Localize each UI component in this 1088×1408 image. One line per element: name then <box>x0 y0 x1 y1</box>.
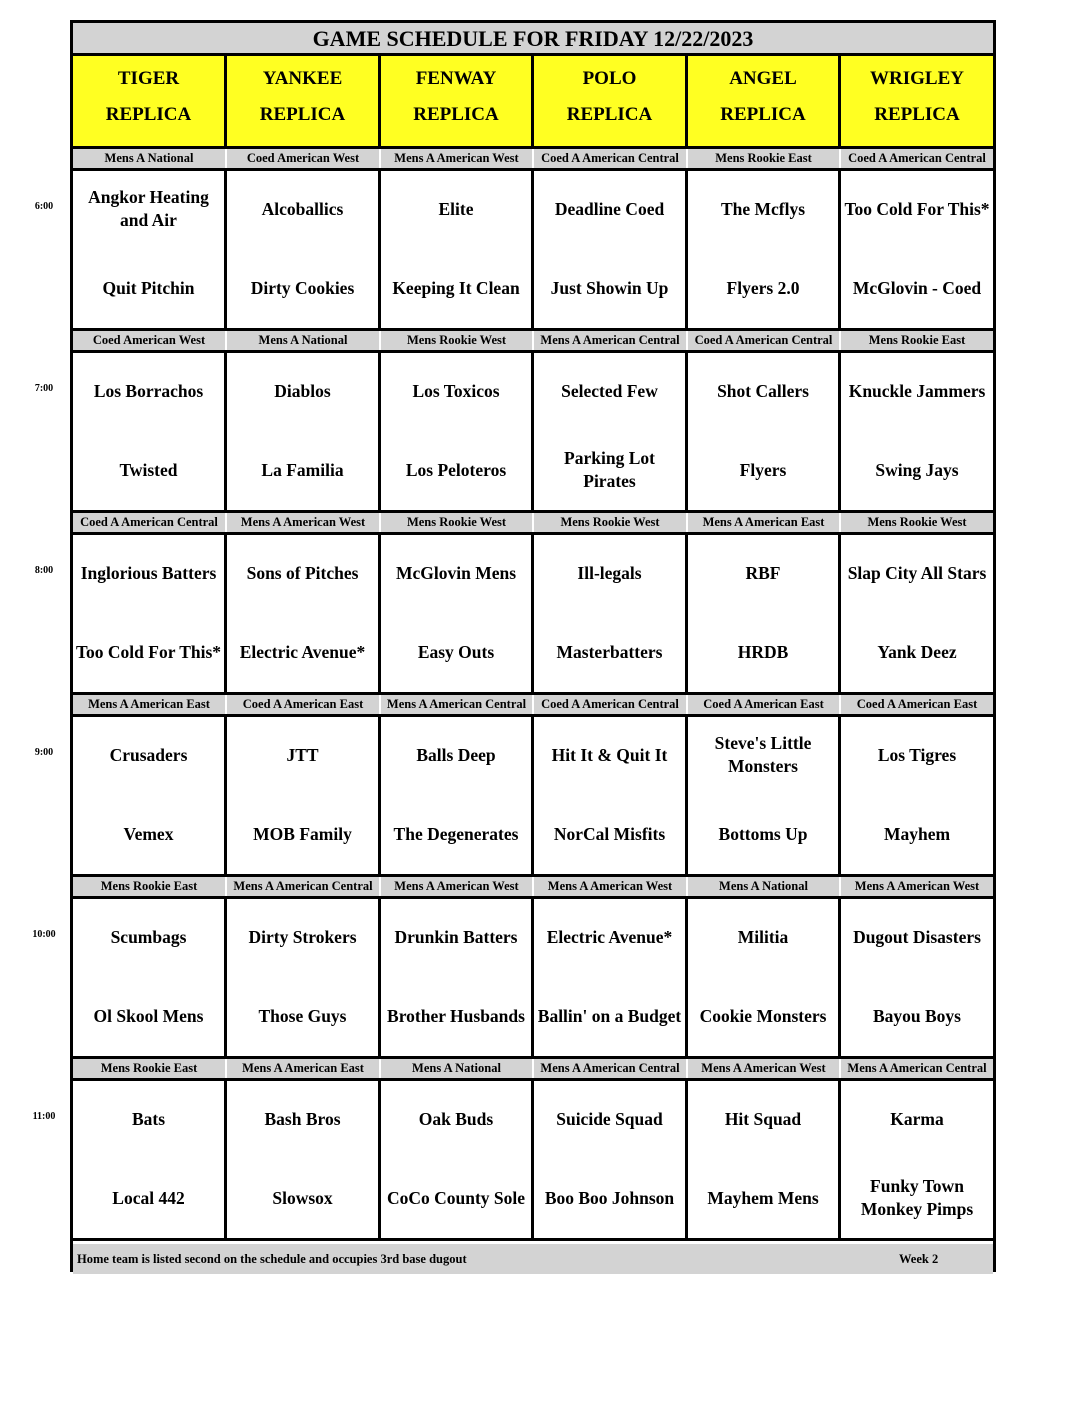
away-team: Alcoballics <box>261 198 344 219</box>
field-subtitle: REPLICA <box>566 104 653 125</box>
game-cell <box>227 171 381 331</box>
away-team: Angkor Heating and Air <box>88 187 209 230</box>
home-team: Dirty Cookies <box>250 277 355 298</box>
home-team: Those Guys <box>258 1005 347 1026</box>
away-team: Diablos <box>274 380 331 401</box>
away-team: Deadline Coed <box>554 198 665 219</box>
game-cell <box>227 535 381 695</box>
game-cell <box>73 1081 227 1241</box>
away-team: JTT <box>286 744 319 765</box>
game-cell <box>841 899 993 1059</box>
division-label: Mens Rookie East <box>73 1059 227 1078</box>
away-team: Inglorious Batters <box>80 562 217 583</box>
away-team: Sons of Pitches <box>246 562 359 583</box>
field-subtitle: REPLICA <box>259 104 346 125</box>
away-team: Los Tigres <box>877 744 957 765</box>
home-team: Cookie Monsters <box>699 1005 827 1026</box>
footer-bar <box>73 1244 993 1274</box>
home-team: Brother Husbands <box>387 1005 525 1026</box>
away-team: Los Borrachos <box>93 380 204 401</box>
game-cell <box>688 171 841 331</box>
page-title: GAME SCHEDULE FOR FRIDAY 12/22/2023 <box>73 23 993 56</box>
division-label: Mens A American East <box>227 1059 381 1078</box>
field-name: YANKEE <box>262 68 343 89</box>
home-team: Easy Outs <box>417 641 495 662</box>
game-cell <box>227 353 381 513</box>
field-subtitle: REPLICA <box>874 104 960 125</box>
game-cell <box>841 353 993 513</box>
footer-note: Home team is listed second on the schedule and occupies 3rd base dugout <box>77 1252 467 1266</box>
division-label: Mens Rookie West <box>381 513 534 532</box>
home-team: CoCo County Sole <box>386 1187 526 1208</box>
time-label: 6:00 <box>34 201 54 212</box>
home-team: McGlovin - Coed <box>852 277 982 298</box>
game-cell <box>534 899 688 1059</box>
field-subtitle: REPLICA <box>720 104 806 125</box>
home-team: HRDB <box>737 641 789 662</box>
field-header <box>381 56 534 149</box>
away-team: Oak Buds <box>418 1108 494 1129</box>
home-team: Mayhem Mens <box>707 1187 819 1208</box>
away-team: Steve's Little Monsters <box>714 733 812 776</box>
game-cell <box>688 717 841 877</box>
away-team: Shot Callers <box>717 380 809 401</box>
home-team: Flyers 2.0 <box>726 277 800 298</box>
home-team: Ballin' on a Budget <box>537 1005 682 1026</box>
away-team: Suicide Squad <box>556 1108 663 1129</box>
game-cell <box>381 717 534 877</box>
away-team: Electric Avenue* <box>546 926 673 947</box>
home-team: MOB Family <box>253 823 352 844</box>
game-cell <box>73 171 227 331</box>
game-cell <box>381 899 534 1059</box>
home-team: Just Showin Up <box>550 277 669 298</box>
division-label: Mens A American West <box>854 879 980 893</box>
game-cell <box>73 717 227 877</box>
home-team: Parking Lot Pirates <box>564 448 655 491</box>
time-label: 9:00 <box>34 747 54 758</box>
field-name: ANGEL <box>729 68 797 89</box>
division-label: Mens A American East <box>73 695 227 714</box>
division-label: Mens Rookie West <box>534 513 688 532</box>
away-team: Los Toxicos <box>412 380 500 401</box>
home-team: Masterbatters <box>556 641 663 662</box>
division-label: Coed A American Central <box>534 695 688 714</box>
division-label: Mens A American Central <box>534 1059 688 1078</box>
home-team: Swing Jays <box>875 459 959 480</box>
home-team: Vemex <box>123 823 174 844</box>
home-team: Los Peloteros <box>405 459 507 480</box>
game-cell <box>841 171 993 331</box>
game-cell <box>534 171 688 331</box>
home-team: Electric Avenue* <box>239 641 366 662</box>
away-team: Bats <box>131 1108 166 1129</box>
game-cell <box>688 899 841 1059</box>
home-team: La Familia <box>261 459 344 480</box>
away-team: Slap City All Stars <box>847 562 987 583</box>
field-subtitle: REPLICA <box>105 104 192 125</box>
away-team: Crusaders <box>109 744 188 765</box>
away-team: Drunkin Batters <box>394 926 518 947</box>
division-label: Mens A American Central <box>534 331 688 350</box>
away-team: Bash Bros <box>264 1108 341 1129</box>
field-subtitle: REPLICA <box>413 104 499 125</box>
game-cell <box>534 717 688 877</box>
away-team: Dugout Disasters <box>853 926 981 947</box>
game-cell <box>381 535 534 695</box>
home-team: Ol Skool Mens <box>93 1005 204 1026</box>
field-name: POLO <box>582 68 637 89</box>
home-team: Quit Pitchin <box>102 277 195 298</box>
home-team: Slowsox <box>272 1187 333 1208</box>
field-header <box>534 56 688 149</box>
game-cell <box>841 535 993 695</box>
division-label: Mens Rookie West <box>381 331 534 350</box>
game-cell <box>841 717 993 877</box>
game-cell <box>381 1081 534 1241</box>
game-cell <box>227 717 381 877</box>
game-cell <box>73 353 227 513</box>
field-header <box>227 56 381 149</box>
away-team: Ill-legals <box>577 562 642 583</box>
division-label: Mens A National <box>688 877 841 896</box>
field-header <box>73 56 227 149</box>
division-label: Coed A American Central <box>534 149 688 168</box>
field-header <box>688 56 841 149</box>
home-team: Mayhem <box>883 823 951 844</box>
division-label: Mens Rookie East <box>868 333 966 347</box>
game-cell <box>534 1081 688 1241</box>
game-cell <box>73 535 227 695</box>
home-team: Funky Town Monkey Pimps <box>860 1176 974 1219</box>
home-team: Bayou Boys <box>872 1005 961 1026</box>
division-label: Coed A American Central <box>688 331 841 350</box>
home-team: Local 442 <box>112 1187 185 1208</box>
away-team: The Mcflys <box>720 198 806 219</box>
game-cell <box>73 899 227 1059</box>
field-name: FENWAY <box>415 68 497 89</box>
time-label: 11:00 <box>32 1111 56 1122</box>
home-team: Flyers <box>739 459 787 480</box>
division-label: Coed American West <box>73 331 227 350</box>
division-label: Mens A American West <box>381 149 534 168</box>
home-team: NorCal Misfits <box>553 823 666 844</box>
division-label: Mens A American West <box>534 877 688 896</box>
field-header <box>841 56 993 149</box>
away-team: Balls Deep <box>416 744 496 765</box>
away-team: Hit It & Quit It <box>551 744 668 765</box>
division-label: Coed A American East <box>856 697 978 711</box>
division-label: Coed A American Central <box>73 513 227 532</box>
away-team: Dirty Strokers <box>248 926 357 947</box>
division-label: Mens A American Central <box>381 695 534 714</box>
game-cell <box>381 171 534 331</box>
time-label: 8:00 <box>34 565 54 576</box>
schedule-sheet <box>70 20 996 1272</box>
away-team: Knuckle Jammers <box>848 380 986 401</box>
game-cell <box>534 535 688 695</box>
division-label: Mens A National <box>381 1059 534 1078</box>
division-label: Mens A National <box>73 149 227 168</box>
game-cell <box>841 1081 993 1241</box>
game-cell <box>381 353 534 513</box>
home-team: Too Cold For This* <box>75 641 222 662</box>
division-label: Coed A American East <box>688 695 841 714</box>
away-team: Militia <box>737 926 789 947</box>
home-team: Bottoms Up <box>718 823 808 844</box>
game-cell <box>688 1081 841 1241</box>
division-label: Mens A American West <box>381 877 534 896</box>
game-cell <box>227 1081 381 1241</box>
division-label: Coed A American East <box>227 695 381 714</box>
division-label: Mens Rookie East <box>73 877 227 896</box>
division-label: Coed American West <box>227 149 381 168</box>
division-label: Mens A American Central <box>227 877 381 896</box>
field-name: WRIGLEY <box>870 68 964 89</box>
away-team: Elite <box>438 198 474 219</box>
division-label: Mens A American East <box>688 513 841 532</box>
field-name: TIGER <box>117 68 180 89</box>
home-team: Yank Deez <box>877 641 957 662</box>
division-label: Mens A National <box>227 331 381 350</box>
division-label: Coed A American Central <box>848 151 986 165</box>
away-team: Too Cold For This* <box>844 198 990 219</box>
division-label: Mens A American West <box>227 513 381 532</box>
away-team: Karma <box>890 1108 944 1129</box>
away-team: RBF <box>745 562 781 583</box>
away-team: Selected Few <box>561 380 658 401</box>
division-label: Mens A American West <box>688 1059 841 1078</box>
home-team: Boo Boo Johnson <box>544 1187 675 1208</box>
away-team: McGlovin Mens <box>395 562 517 583</box>
away-team: Hit Squad <box>724 1108 802 1129</box>
game-cell <box>688 535 841 695</box>
game-cell <box>534 353 688 513</box>
division-label: Mens Rookie East <box>688 149 841 168</box>
division-label: Mens Rookie West <box>867 515 967 529</box>
time-label: 10:00 <box>32 929 56 940</box>
week-label: Week 2 <box>899 1252 939 1266</box>
home-team: Keeping It Clean <box>392 277 520 298</box>
game-cell <box>227 899 381 1059</box>
away-team: Scumbags <box>110 926 187 947</box>
home-team: The Degenerates <box>393 823 519 844</box>
home-team: Twisted <box>119 459 178 480</box>
game-cell <box>688 353 841 513</box>
time-label: 7:00 <box>34 383 54 394</box>
division-label: Mens A American Central <box>847 1061 987 1075</box>
